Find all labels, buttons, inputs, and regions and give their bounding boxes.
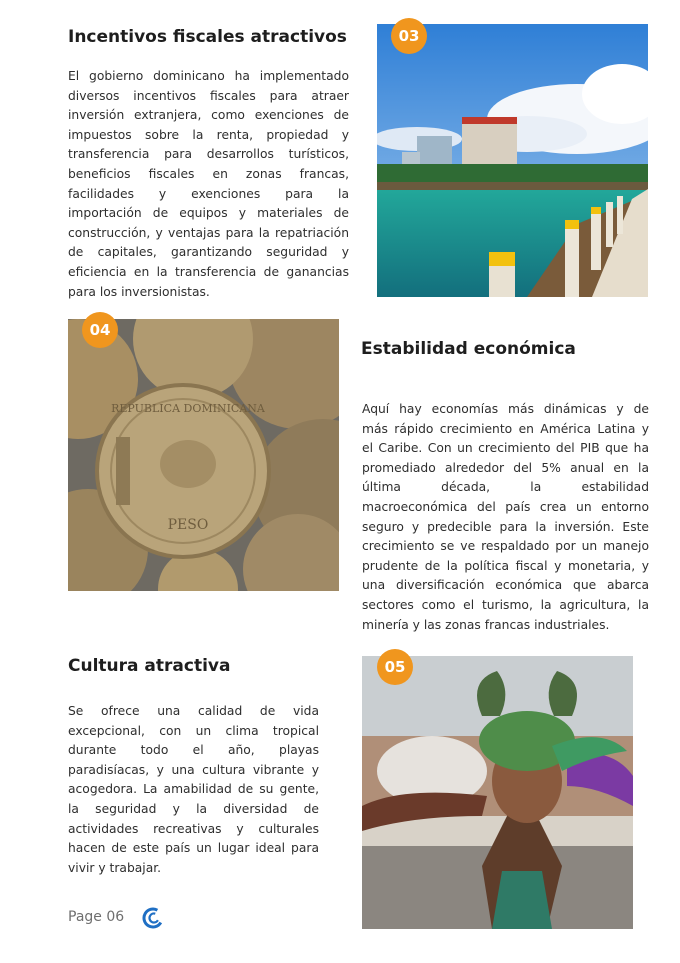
malecon-illustration [377,24,648,297]
paragraph-line: impuestos sobre la renta, propiedad y [68,127,349,142]
paragraph-line: para los inversionistas. [68,284,210,299]
paragraph-line: eficiencia en la transferencia de ganancias [68,264,349,279]
paragraph-line: durante todo el año, playas [68,743,319,758]
paragraph-line: vivir y trabajar. [68,860,162,875]
paragraph-line: construcción, y ventajas para la repatriación [68,225,349,240]
brand-logo-icon [142,907,164,929]
badge-04: 04 [82,312,118,348]
photo-coins [68,319,339,591]
paragraph-line: importación de equipos y materiales de [68,206,349,221]
badge-05: 05 [377,649,413,685]
section-title-estabilidad: Estabilidad económica [361,339,576,359]
paragraph-line: Aquí hay economías más dinámicas y de [362,402,649,416]
coins-illustration [68,319,339,591]
coin-unit-text: PESO [167,517,209,533]
paragraph-line: última década, la estabilidad [362,480,649,495]
paragraph-line: prudente de la política fiscal y monetaria, y [362,558,649,573]
paragraph-line: acogedora. La amabilidad de su gente, [68,782,319,797]
paragraph-line: beneficios fiscales en zonas francas, [68,166,349,181]
paragraph-line: inversión extranjera, como exenciones de [68,108,349,123]
section-title-cultura: Cultura atractiva [68,656,231,676]
photo-carnival [362,656,633,929]
section-text-cultura [68,702,319,878]
carnival-illustration [362,656,633,929]
section-text-incentivos [68,67,349,302]
paragraph-line: hacen de este país un lugar ideal para [68,841,319,856]
paragraph-line: crecimiento se ve respaldado por un manejo [362,539,649,554]
paragraph-line: sectores como el turismo, la agricultura, la [362,597,649,612]
paragraph-line: transferencia para desarrollos turísticos, [68,147,349,162]
paragraph-line: promediado alrededor del 5% anual en la [362,460,649,475]
paragraph-line: seguro y predecible para la inversión. Este [362,519,649,534]
badge-03: 03 [391,18,427,54]
section-title-incentivos: Incentivos fiscales atractivos [68,27,347,47]
paragraph-line: facilidades y exenciones para la [68,186,349,201]
paragraph-line: la seguridad y la diversidad de [68,801,319,816]
paragraph-line: actividades recreativas y culturales [68,821,319,836]
paragraph-line: Se ofrece una calidad de vida [68,704,319,718]
section-text-estabilidad [362,400,649,635]
coin-top-text: REPUBLICA DOMINICANA [111,402,265,415]
paragraph-line: El gobierno dominicano ha implementado [68,69,349,83]
paragraph-line: excepcional, con un clima tropical [68,723,319,738]
page-number: Page 06 [68,909,125,925]
paragraph-line: una diversificación económica que abarca [362,578,649,593]
photo-malecon [377,24,648,297]
paragraph-line: de capitales, garantizando seguridad y [68,245,349,260]
paragraph-line: más rápido crecimiento en América Latina y [362,421,649,436]
paragraph-line: minería y las zonas francas industriales. [362,617,610,632]
paragraph-line: paradisíacas, y una cultura vibrante y [68,762,319,777]
paragraph-line: el Caribe. Con un crecimiento del PIB que ha [362,441,649,456]
paragraph-line: macroeconómica del país crea un entorno [362,499,649,514]
paragraph-line: diversos incentivos fiscales para atraer [68,88,349,103]
